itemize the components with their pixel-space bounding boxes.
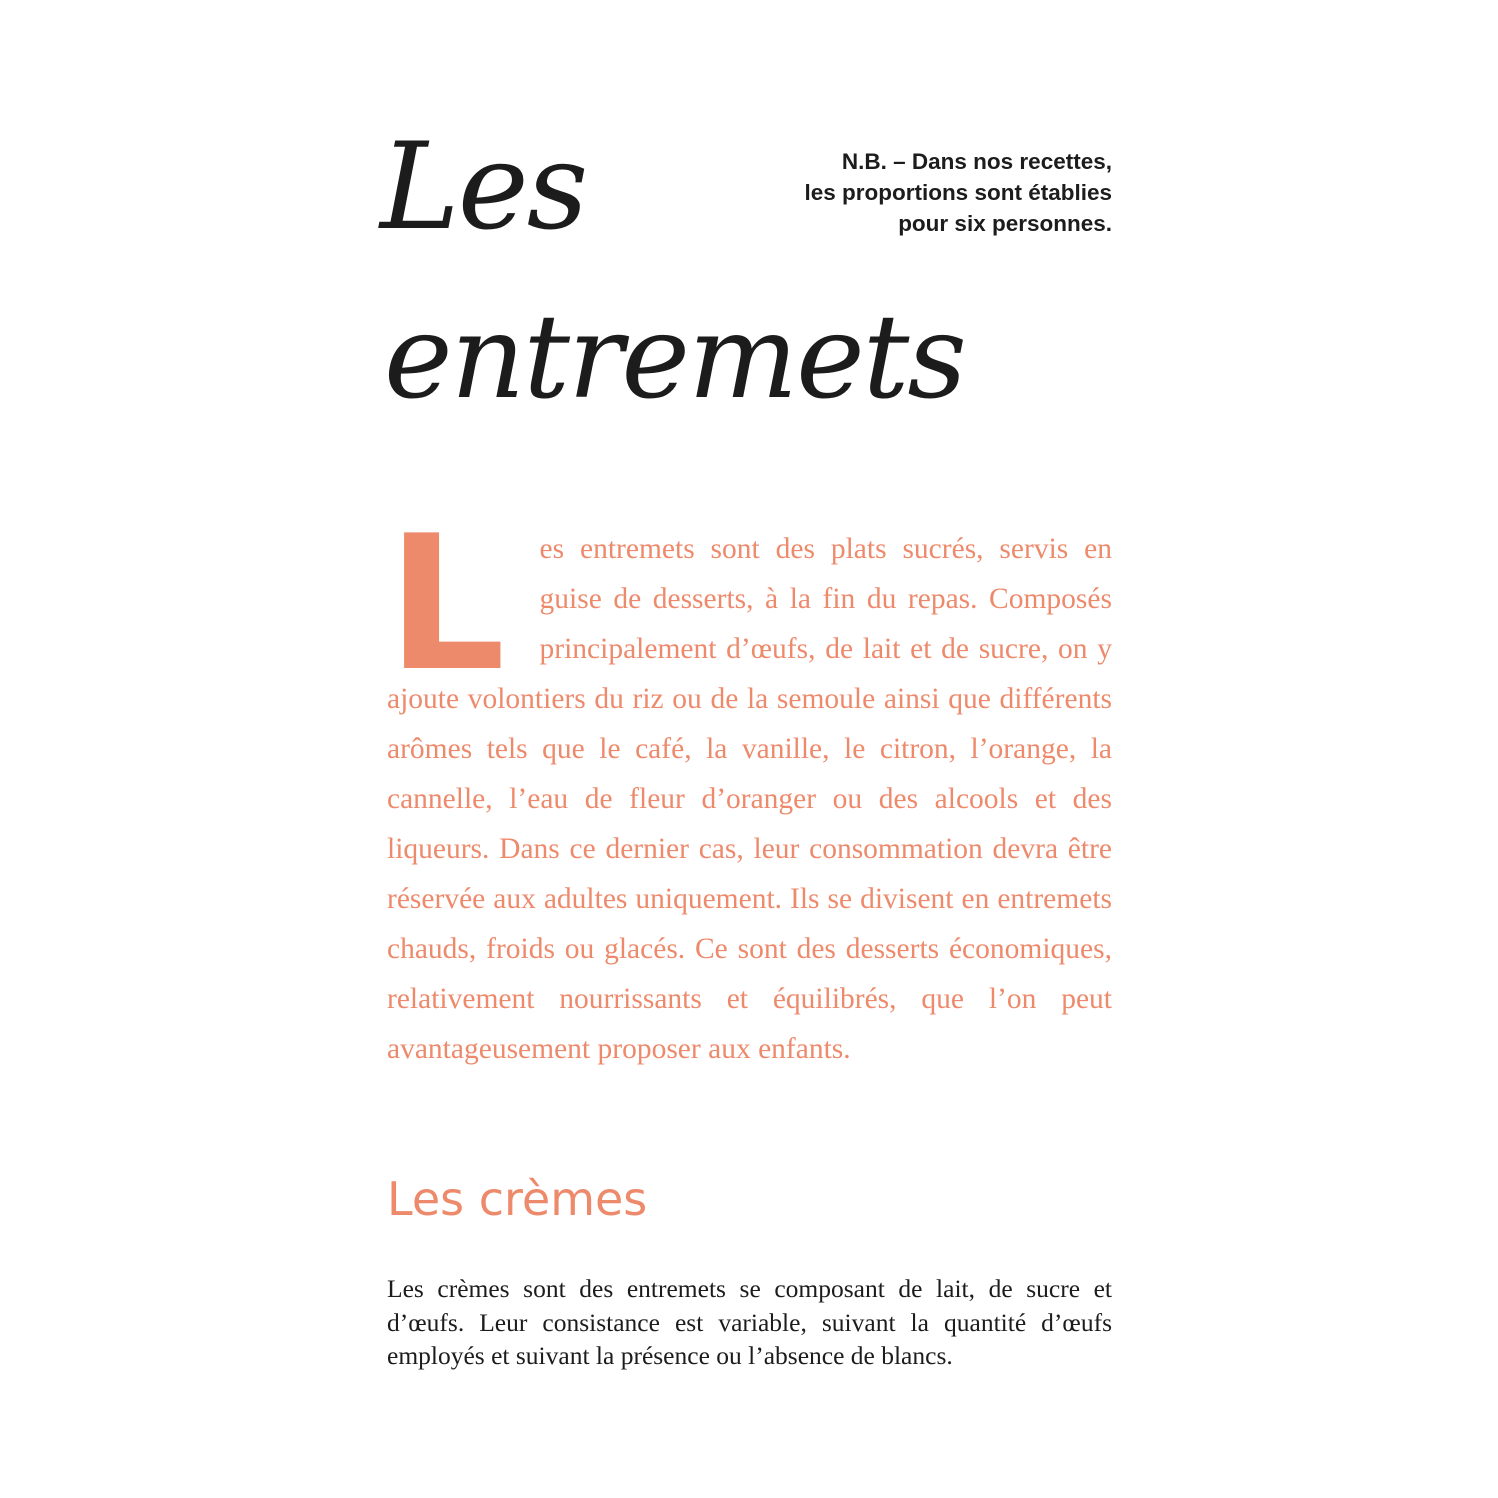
intro-paragraph: [387, 495, 1112, 1074]
section-heading: Les crèmes: [387, 1172, 648, 1226]
drop-cap: L: [387, 495, 506, 712]
section-paragraph: Les crèmes sont des entremets se composant de lait, de sucre et d’œufs. Leur consistance est variable, suivant la quantité d’œufs employés et suivant la présence ou l’absence de blancs.: [387, 1274, 1112, 1370]
servings-note-line-3: pour six personnes.: [898, 211, 1112, 236]
chapter-title-line-1: Les: [380, 118, 587, 257]
servings-note-line-1: N.B. – Dans nos recettes,: [841, 149, 1112, 174]
servings-note-line-2: les proportions sont établies: [804, 180, 1112, 205]
intro-text: es entremets sont des plats sucrés, servis en guise de desserts, à la fin du repas. Composés principalement d’œufs, de lait et de sucre, on y ajoute volontiers du riz ou de la semoule ainsi que différents arômes tels que le café, la vanille, le citron, l’orange, la cannelle, l’eau de fleur d’oranger ou des alcools et des liqueurs. Dans ce dernier cas, leur consommation devra être réservée aux adultes uniquement. Ils se divisent en entremets chauds, froids ou glacés. Ce sont des desserts économiques, relativement nourrissants et équilibrés, que l’on peut avantageusement proposer aux enfants.: [387, 533, 1112, 1065]
chapter-title-line-2: entremets: [384, 290, 965, 425]
servings-note: [804, 146, 1112, 239]
